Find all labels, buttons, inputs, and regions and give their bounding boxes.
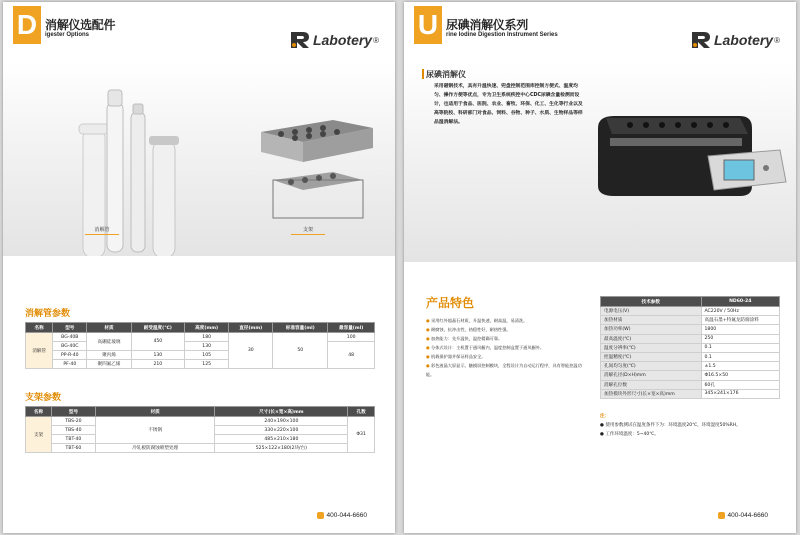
phone-icon (718, 512, 725, 519)
table-cell: 60孔 (701, 380, 780, 389)
brand-logo (289, 30, 379, 50)
table-row (601, 389, 780, 398)
table-row (601, 334, 780, 343)
list-item: ● 耐腐蚀，抗冲击性，热稳性好，耐热性强。 (426, 325, 588, 334)
table-header-row (26, 323, 375, 333)
table-cell: BG-40B (53, 333, 87, 342)
hotline (317, 512, 367, 519)
table-row (26, 444, 375, 453)
page-subtitle: rine Iodine Digestion Instrument Series (446, 32, 558, 38)
features-title: 产品特色 (426, 296, 475, 310)
table-cell: 345×241×176 (701, 389, 780, 398)
note-title: 注： (600, 414, 609, 419)
table-cell: 250 (701, 334, 780, 343)
table-cell: 0.1 (701, 343, 780, 352)
header-badge: D (13, 6, 41, 44)
table-cell: 控温精度(℃) (601, 352, 702, 361)
label-bar (422, 69, 424, 79)
page-title: 消解仪选配件 (45, 18, 116, 32)
table-header-row (601, 297, 780, 307)
table-header: 高度(mm) (185, 323, 229, 333)
rack-params-table (25, 406, 375, 453)
table-cell: 210 (131, 360, 185, 369)
table-cell: 240×190×100 (215, 417, 348, 426)
product-description: 采用磁钢技术，具有升温快速、兜盘控制范围库控制方便式、温度均匀、操作方便等优点，专为卫生系统疾控中心CDC尿碘含量检测而设计，也适用于食品、医院、农业、畜牧、环保、化工、生化等行业以及高等院校、科研部门对食品、饲料、谷物、种子、水质、生物样品等样品湿消解法。 (434, 84, 583, 125)
table-header: 型号 (53, 323, 87, 333)
page-header (414, 6, 794, 46)
table-cell: 130 (185, 342, 229, 351)
table-header: 耐受温度(℃) (131, 323, 185, 333)
rack-top (261, 120, 373, 162)
table-header: 直径(mm) (229, 323, 273, 333)
table-cell: 30 (229, 333, 273, 369)
table-header: 最容量(ml) (328, 323, 375, 333)
table-header: 名称 (26, 323, 53, 333)
tube-1 (79, 124, 109, 256)
table-cell: ±1.5 (701, 362, 780, 371)
table-cell: 100 (328, 333, 375, 342)
note-text: 使用参数测试在温度条件下为：环境温度20℃，环境湿度50%RH。 (605, 423, 741, 428)
table-header: 型号 (51, 407, 95, 417)
product-image-band (3, 62, 395, 256)
tube-params-table (25, 322, 375, 369)
controller (708, 150, 786, 190)
table-row (601, 343, 780, 352)
features-list (426, 316, 588, 379)
table-header: 技术参数 (601, 297, 702, 307)
table-cell: TBT-40 (51, 435, 95, 444)
table-cell: 最高温度(℃) (601, 334, 702, 343)
table-row (601, 371, 780, 380)
table-row (26, 417, 375, 426)
digestion-tubes-image (3, 62, 395, 256)
left-page (3, 2, 395, 533)
table-row (601, 325, 780, 334)
hotline (718, 512, 768, 519)
table-cell: 加热功率(W) (601, 325, 702, 334)
table-cell: 450 (131, 333, 185, 351)
table-cell: 105 (185, 351, 229, 360)
table-cell: 消解管 (26, 333, 53, 369)
table-header: 材质 (87, 323, 131, 333)
table-cell: 高硼硅玻璃 (87, 333, 131, 351)
table-cell: 180 (185, 333, 229, 342)
table-row (26, 333, 375, 342)
brand-logo (690, 30, 780, 50)
table-cell: 孔间均匀度(℃) (601, 362, 702, 371)
page-subtitle: igester Options (45, 32, 90, 38)
table-cell: 50 (273, 333, 328, 369)
list-item: ● 采用红外超晶石材质，升温快速，耐高温，易清洗。 (426, 316, 588, 325)
digester-device-image (590, 98, 790, 208)
note-item: ● 工作环境温度：5~40℃。 (600, 432, 659, 437)
note-item: ● 使用参数测试在温度条件下为：环境温度20℃，环境湿度50%RH。 (600, 423, 741, 428)
table-cell: 48 (328, 342, 375, 369)
table-cell: AC220V / 50Hz (701, 307, 780, 316)
table-cell: PP-R-40 (53, 351, 87, 360)
table-cell: 0.1 (701, 352, 780, 361)
table-row (601, 362, 780, 371)
page-header (13, 6, 393, 46)
table-cell: 消解孔径(D×H)mm (601, 371, 702, 380)
table-cell: 加热材质 (601, 316, 702, 325)
list-item: ● 加热能力：先升温快，温控精确可靠。 (426, 334, 588, 343)
product-label: 尿碘消解仪 (426, 70, 466, 79)
table-header: 名称 (26, 407, 52, 417)
tube-caption: 消解管 (85, 226, 119, 235)
table-cell: TBS-40 (51, 426, 95, 435)
list-item: ● 分体式设计：主机置于通风橱内，温度控制盒置于通风橱外。 (426, 343, 588, 352)
table-cell: 消解孔位数 (601, 380, 702, 389)
list-item: ● 彩色液晶大屏显示，触摸屏控制模块，全程设计为自动运行程序，具有智能控温功能。 (426, 361, 588, 379)
table-cell: 高温石墨+特氟龙防腐涂料 (701, 316, 780, 325)
table-header: 孔数 (348, 407, 375, 417)
table-row (601, 307, 780, 316)
table-cell: 330×220×100 (215, 426, 348, 435)
table-cell: TBS-20 (51, 417, 95, 426)
note-text: 工作环境温度：5~40℃。 (605, 432, 659, 437)
table-cell: Φ16.5×50 (701, 371, 780, 380)
page-title: 尿碘消解仪系列 (446, 18, 528, 32)
table-cell: 1800 (701, 325, 780, 334)
table-cell: TBT-60 (51, 444, 95, 453)
logo-mark-icon (690, 31, 712, 49)
table-cell: 支架 (26, 417, 52, 453)
registered-mark: ® (774, 35, 780, 45)
table-cell: 525×122×180(2块/台) (215, 444, 348, 453)
hotline-number: 400-044-6660 (326, 512, 367, 519)
table-cell: 聚四氟乙烯 (87, 360, 131, 369)
table-row (601, 380, 780, 389)
rack-params-title: 支架参数 (25, 393, 62, 403)
tube-params-title: 消解管参数 (25, 309, 71, 319)
tube-4 (149, 136, 179, 256)
tube-3 (131, 104, 145, 252)
table-header-row (26, 407, 375, 417)
logo-text: Labotery (312, 32, 373, 48)
table-cell: 聚丙烯 (87, 351, 131, 360)
table-cell: 电源电压(V) (601, 307, 702, 316)
logo-mark-icon (289, 31, 311, 49)
phone-icon (317, 512, 324, 519)
table-header: 标准容量(ml) (273, 323, 328, 333)
table-cell: 125 (185, 360, 229, 369)
logo-text: Labotery (713, 32, 774, 48)
spec-notes (600, 412, 780, 439)
table-cell: 加热模块外形尺寸(长×宽×高)mm (601, 389, 702, 398)
table-cell: 温度分辨率(℃) (601, 343, 702, 352)
table-header: ND60-24 (701, 297, 780, 307)
rack-bottom (273, 172, 363, 218)
table-cell: BG-40C (53, 342, 87, 351)
rack-caption: 支架 (291, 226, 325, 235)
table-cell: 130 (131, 351, 185, 360)
table-cell: PF-40 (53, 360, 87, 369)
table-cell: 不锈钢 (95, 417, 214, 444)
right-page (404, 2, 796, 533)
table-header: 尺寸(长×宽×高)mm (215, 407, 348, 417)
header-badge: U (414, 6, 442, 44)
table-cell: Φ31 (348, 417, 375, 453)
table-cell: 冷轧板防腐蚀喷塑处理 (95, 444, 214, 453)
table-header: 材质 (95, 407, 214, 417)
spec-table (600, 296, 780, 399)
table-cell: 485×210×180 (215, 435, 348, 444)
list-item: ● 机载保护器并保证样品安全。 (426, 352, 588, 361)
table-row (601, 316, 780, 325)
hotline-number: 400-044-6660 (727, 512, 768, 519)
registered-mark: ® (373, 35, 379, 45)
table-row (601, 352, 780, 361)
